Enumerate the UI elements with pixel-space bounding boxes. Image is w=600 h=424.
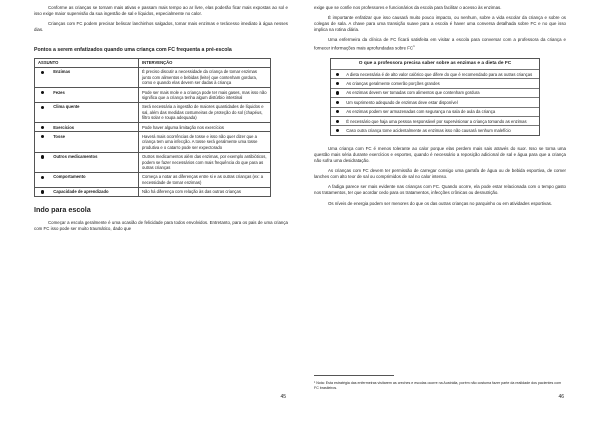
subject-text: Tosse — [53, 133, 65, 139]
list-item — [331, 88, 539, 97]
subject-text: Fezes — [53, 89, 65, 95]
bullet-icon — [336, 110, 339, 113]
paragraph: A fadiga parece ser mais evidente nas crianças com FC. Quando ocorre, ela pode estar relacionada com o tempo gasto nos tratamentos, ter que acordar cedo para os tratamentos, infecções crônicas ou desnutrição. — [314, 184, 566, 196]
page-number: 46 — [558, 394, 564, 400]
table-row — [35, 172, 271, 187]
bullet-icon — [41, 176, 44, 179]
table-cell-subject — [35, 152, 139, 172]
table-cell-subject — [35, 123, 139, 132]
right-page — [300, 0, 600, 424]
bullet-icon — [41, 190, 44, 193]
list-item-text: As enzimas devem ser tomadas com alimentos que contenham gordura — [346, 90, 480, 96]
table-header-row — [35, 59, 271, 67]
page-number: 45 — [280, 394, 286, 400]
list-item — [331, 69, 539, 78]
bullet-icon — [336, 82, 339, 85]
table-row — [35, 152, 271, 172]
paragraph: Uma criança com FC é menos tolerante ao calor porque elas perdem mais sais através do suor. Isso se torna uma questão mais séria durante exercícios e esportes, quando é necessário a reposição adicional de sal e água para que a criança não sofra uma desidratação. — [314, 145, 566, 164]
table-cell-subject — [35, 187, 139, 196]
table-cell-intervention: Começa a notar as diferenças entre si e as outras crianças (ex: a necessidade de tomar enzimas) — [139, 172, 271, 187]
footnote-divider — [314, 375, 394, 376]
subject-text: Clima quente — [53, 104, 80, 110]
preschool-care-table — [34, 58, 271, 197]
column-header-intervention: INTERVENÇÃO — [139, 59, 271, 67]
subject-text: Capacidade de aprendizado — [53, 189, 109, 195]
list-item-text: As crianças geralmente comerão porções grandes — [346, 80, 440, 86]
list-item-text: A dieta necessária é de alto valor calórico que difere do que é recomendado para as outras crianças — [346, 71, 533, 77]
bullet-icon — [336, 120, 339, 123]
table-heading: Pontos a serem enfatizados quando uma criança com FC frequenta a pré-escola — [34, 47, 232, 54]
table-cell-intervention: Haverá mais ocorrências de tosse e isso não quer dizer que a criança tem uma infecção. A tosse será geralmente uma tosse produtiva e o catarro pode ser expectorado — [139, 132, 271, 152]
list-item — [331, 78, 539, 87]
footnote-marker: 1 — [413, 44, 415, 49]
table-row — [35, 67, 271, 87]
bullet-icon — [41, 126, 44, 129]
list-item-text: Caso outra criança tome acidentalmente as enzimas isso não causará nenhum malefício — [346, 127, 511, 133]
subject-text: Exercícios — [53, 124, 75, 130]
section-title: Indo para escola — [34, 205, 91, 215]
table-cell-intervention: Será necessária a ingestão de maiores quantidades de líquidos e sal, além das medidas costumeiras de proteção do sol (chapéus, filtro solar e roupa adequada) — [139, 102, 271, 122]
table-cell-intervention: Pode haver alguma limitação nos exercícios — [139, 123, 271, 132]
list-item-text: Um suprimento adequado de enzimas deve estar disponível — [346, 99, 458, 105]
bullet-icon — [336, 73, 339, 76]
list-item — [331, 107, 539, 116]
list-item — [331, 116, 539, 125]
paragraph: Crianças com FC podem precisar beliscar lanchinhos salgados, tomar mais enzimas e terácesso imediato à água nesses dias. — [34, 21, 288, 33]
list-item — [331, 97, 539, 106]
bullet-icon — [41, 91, 44, 94]
subject-text: Comportamento — [53, 174, 86, 180]
paragraph-text: Uma enfermeira da clínica de FC ficará satisfeita em visitar a escola para conversar com a professora da criança e fornecer informações mais aprofundadas sobre FC — [314, 37, 566, 51]
paragraph: exige que se confie nos professores e funcionários da escola para facilitar o acesso às enzimas. — [314, 5, 502, 10]
bullet-icon — [41, 135, 44, 138]
list-item-text: As enzimas podem ser armazenadas com segurança na sala de aula da criança — [346, 109, 496, 115]
list-item — [331, 125, 539, 134]
bullet-icon — [336, 91, 339, 94]
table-cell-intervention: Pode ser mais mole e a criança pode ter mais gases, mas isso não significa que a criança tenha algum distúrbio intestinal — [139, 88, 271, 103]
table-row — [35, 187, 271, 196]
bullet-icon — [41, 106, 44, 109]
box-title: O que a professora precisa saber sobre as enzimas e a dieta de FC — [358, 61, 512, 67]
paragraph: Começar a escola geralmente é uma ocasião de felicidade para todos envolvidos. Entretanto, para os pais de uma criança com FC isso pode ser muito traumático, dado que — [34, 220, 288, 232]
subject-text: Enzimas — [53, 69, 71, 75]
table-cell-subject — [35, 132, 139, 152]
list-item-text: É necessário que haja uma pessoa responsável por supervisionar a criança tomando as enzimas — [346, 118, 527, 124]
bullet-icon — [41, 155, 44, 158]
paragraph: É importante enfatizar que isso causará muito pouco impacto, ou nenhum, sobre a vida escolar da criança e sobre os colegas de sala. A chave para uma transição suave para a escola é haver uma conversa detalhada sobre FC e no que isso implica na rotina diária. — [314, 15, 566, 33]
column-header-subject: ASSUNTO — [35, 59, 139, 67]
paragraph: Conforme as crianças se tornam mais ativas e passam mais tempo ao ar livre, elas poderão ficar mais expostas ao sol e isso exige maior supervisão da sua ingestão de sal e líquidos, especialmente no calor. — [34, 5, 288, 17]
table-cell-intervention: Outros medicamentos além das enzimas, por exemplo antibióticos, podem se fazer necessários com mais frequência do que para as outras crianças — [139, 152, 271, 172]
bullet-icon — [336, 101, 339, 104]
table-cell-intervention: É preciso discutir a necessidade da criança de tomar enzimas junto com alimentos e bebidas (leite) que contenham gordura, como e quando elas devem ser dadas à criança — [139, 67, 271, 87]
table-cell-subject — [35, 88, 139, 103]
teacher-info-box — [330, 58, 540, 136]
table-cell-subject — [35, 102, 139, 122]
table-row — [35, 123, 271, 132]
table-row — [35, 102, 271, 122]
paragraph: As crianças com FC devem ter permissão de carregar consigo uma garrafa de água ou de bebida esportiva, de comer lanches com alto teor de sal ou comprimidos de sal no calor intenso. — [314, 168, 566, 180]
table-cell-subject — [35, 172, 139, 187]
bullet-icon — [41, 71, 44, 74]
paragraph: Os níveis de energia podem ser menores do que os das outras crianças no parquinho ou em atividades esportivas. — [328, 200, 553, 206]
table-cell-intervention: Não há diferença com relação às das outras crianças — [139, 187, 271, 196]
table-row — [35, 88, 271, 103]
table-row — [35, 132, 271, 152]
subject-text: Outros medicamentos — [53, 154, 98, 160]
table-cell-subject — [35, 67, 139, 87]
footnote: ¹ Nota: Esta estratégia das enfermeiras visitarem as creches e escolas ocorre na Austrália, porém não costuma fazer parte da realidade dos pacientes com FC brasileiros. — [314, 381, 562, 391]
bullet-icon — [336, 129, 339, 132]
paragraph — [314, 37, 566, 52]
